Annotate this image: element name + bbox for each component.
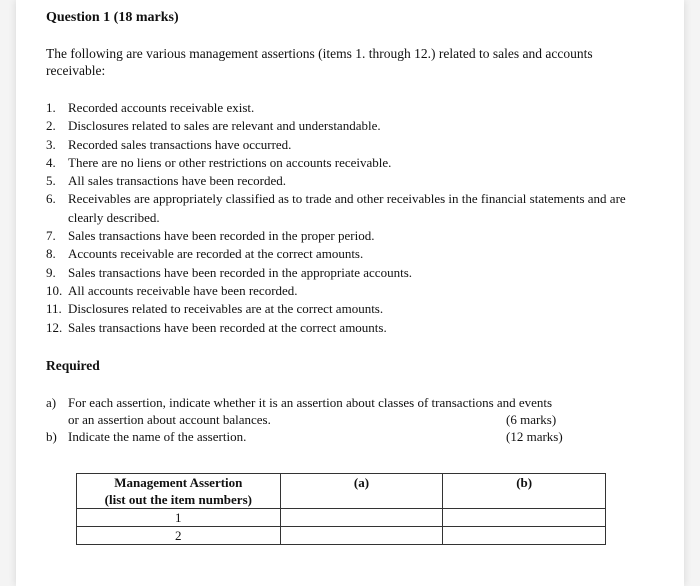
required-item-b [46, 428, 661, 445]
item-number: 12. [46, 319, 63, 335]
list-item [46, 282, 656, 300]
table-row [77, 527, 606, 545]
item-text: Receivables are appropriately classified as to trade and other receivables in the financial statements and are clearly described. [68, 191, 626, 225]
list-item [46, 136, 656, 154]
required-heading: Required [46, 358, 100, 373]
list-item [46, 264, 656, 282]
item-text: Sales transactions have been recorded in the appropriate accounts. [68, 264, 412, 280]
header-line1: Management Assertion [114, 475, 243, 490]
row-number: 1 [77, 509, 281, 527]
list-item [46, 172, 656, 190]
marks-label: (12 marks) [506, 429, 563, 444]
header-a: (a) [280, 474, 443, 509]
table-header-row [77, 474, 606, 509]
item-text-line1: For each assertion, indicate whether it is an assertion about classes of transactions and events [68, 395, 553, 410]
item-number: 2. [46, 118, 56, 134]
item-number: 6. [46, 191, 56, 207]
cell-a[interactable] [280, 509, 443, 527]
document-page [16, 0, 684, 586]
cell-b[interactable] [443, 509, 606, 527]
item-text: Disclosures related to receivables are at the correct amounts. [68, 301, 384, 317]
answer-table [76, 473, 606, 545]
list-item [46, 227, 656, 245]
item-text: Disclosures related to sales are relevant and understandable. [68, 118, 381, 134]
item-number: 11. [46, 301, 62, 317]
list-item [46, 245, 656, 263]
list-item [46, 99, 656, 117]
item-number: 8. [46, 246, 56, 262]
header-line2: (list out the item numbers) [104, 492, 252, 507]
item-text: All sales transactions have been recorded. [68, 173, 287, 189]
header-management-assertion [77, 474, 281, 509]
item-number: 9. [46, 264, 56, 280]
item-text: Recorded accounts receivable exist. [68, 100, 255, 115]
question-title: Question 1 (18 marks) [46, 10, 179, 25]
assertion-list [46, 99, 656, 337]
required-items [46, 394, 661, 445]
item-text: Accounts receivable are recorded at the correct amounts. [68, 246, 364, 262]
item-number: 4. [46, 154, 56, 170]
item-number: 3. [46, 136, 56, 152]
table-row [77, 509, 606, 527]
list-item [46, 154, 656, 172]
list-item [46, 300, 656, 318]
item-number: 1. [46, 100, 56, 115]
item-text-line1: Indicate the name of the assertion. [68, 429, 247, 444]
list-item [46, 319, 656, 337]
question-intro: The following are various management assertions (items 1. through 12.) related to sales and accounts receivable: [46, 46, 593, 78]
cell-b[interactable] [443, 527, 606, 545]
row-number: 2 [77, 527, 281, 545]
header-b: (b) [443, 474, 606, 509]
item-number: 5. [46, 173, 56, 189]
item-number: 10. [46, 282, 63, 298]
item-text: Recorded sales transactions have occurred. [68, 136, 292, 152]
item-text: There are no liens or other restrictions on accounts receivable. [68, 154, 392, 170]
item-letter: b) [46, 429, 57, 444]
marks-label: (6 marks) [506, 412, 557, 427]
item-text: Sales transactions have been recorded at the correct amounts. [68, 319, 387, 335]
list-item [46, 117, 656, 135]
cell-a[interactable] [280, 527, 443, 545]
item-text: All accounts receivable have been recorded. [68, 282, 298, 298]
required-item-a [46, 394, 661, 428]
list-item [46, 190, 656, 227]
item-text: Sales transactions have been recorded in the proper period. [68, 228, 375, 244]
item-text-line2: or an assertion about account balances. [68, 412, 271, 427]
item-number: 7. [46, 228, 56, 244]
item-letter: a) [46, 395, 57, 410]
